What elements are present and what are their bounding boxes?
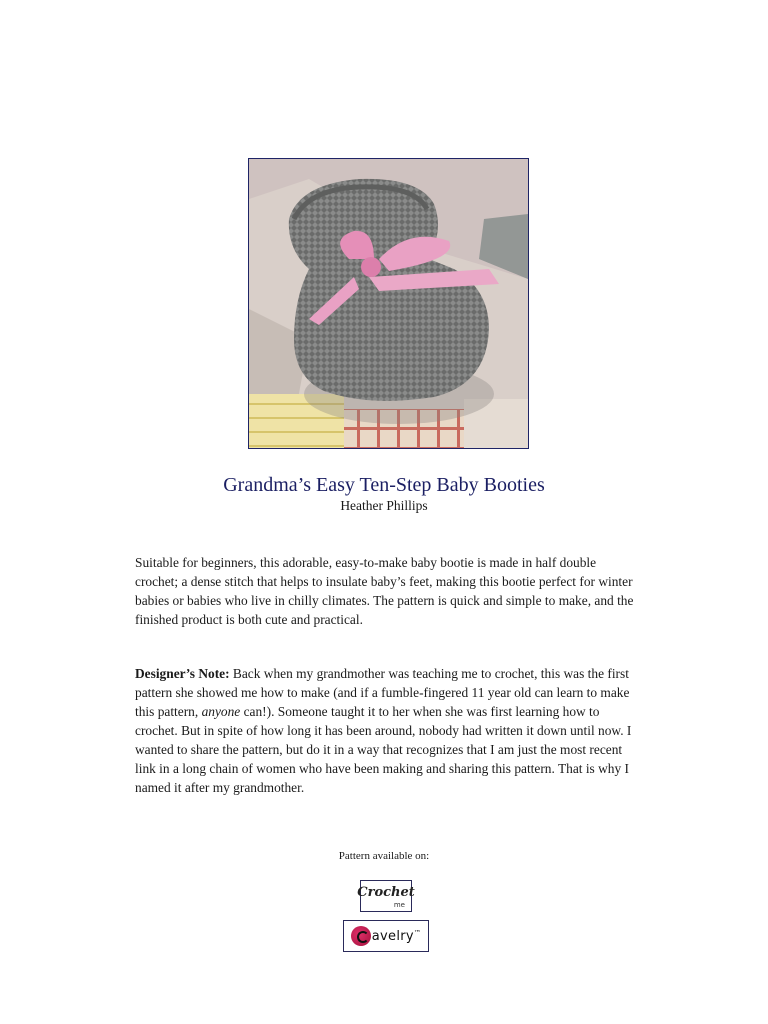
crochet-me-logo-link[interactable]	[357, 880, 415, 912]
crochet-me-logo-sub: me	[393, 901, 405, 909]
ravelry-logo-link[interactable]	[343, 920, 429, 952]
author-name: Heather Phillips	[340, 498, 428, 513]
designers-note-text-start: Back when my grandmother was teaching me to crochet, this was the first pattern she showed me how to make (and if a fumble-fingered 11 year old can learn to make this pattern,	[135, 666, 630, 719]
ravelry-trademark: ™	[413, 929, 422, 937]
designers-note-text-end: can!). Someone taught it to her when she was first learning how to crochet. But in spite of how long it has been around, nobody had written it down until now. I wanted to share the pattern, but do it in a way that recognizes that I am just the most recent link in a long chain of women who have been making and sharing this pattern. That is why I named it after my grandmother.	[135, 704, 632, 795]
intro-paragraph: Suitable for beginners, this adorable, easy-to-make baby bootie is made in half double crochet; a dense stitch that helps to insulate baby’s feet, making this bootie perfect for winter babies or babies who live in chilly climates. The pattern is quick and simple to make, and the finished product is both cute and practical.	[135, 555, 634, 627]
designers-note-label: Designer’s Note:	[135, 666, 230, 681]
crochet-me-logo-text: Crochet	[357, 884, 415, 900]
ravelry-ball-icon	[351, 926, 371, 946]
bootie-illustration	[249, 159, 528, 448]
designers-note-paragraph	[135, 664, 635, 797]
page-title: Grandma’s Easy Ten-Step Baby Booties	[223, 474, 545, 496]
bootie-photo	[248, 158, 529, 449]
ravelry-logo-text: avelry	[371, 928, 414, 944]
availability-label: Pattern available on:	[338, 850, 430, 862]
designers-note-emphasis: anyone	[201, 704, 241, 719]
